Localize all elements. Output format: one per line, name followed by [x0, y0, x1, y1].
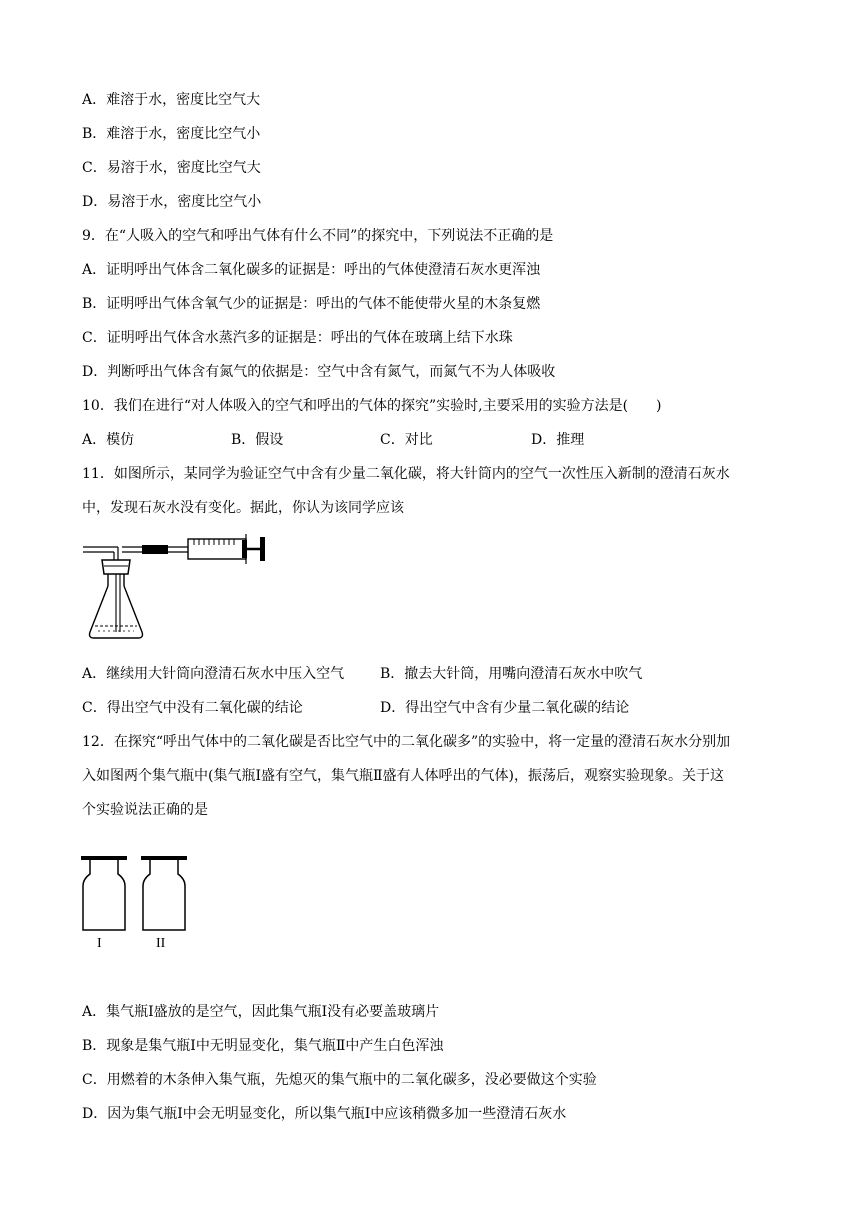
q8-option-a: A．难溶于水，密度比空气大 — [82, 92, 261, 108]
bottle-label-2: II — [156, 936, 166, 951]
syringe-flask-diagram — [80, 528, 280, 648]
q10-stem: 10．我们在进行“对人体吸入的空气和呼出的气体的探究”实验时,主要采用的实验方法是( ) — [82, 398, 662, 414]
q12-stem-line1: 12．在探究“呼出气体中的二氧化碳是否比空气中的二氧化碳多”的实验中，将一定量的澄清石灰水分别加 — [82, 734, 731, 750]
q9-option-b: B．证明呼出气体含氧气少的证据是：呼出的气体不能使带火星的木条复燃 — [82, 296, 541, 312]
q12-option-d: D．因为集气瓶Ⅰ中会无明显变化，所以集气瓶Ⅰ中应该稍微多加一些澄清石灰水 — [82, 1106, 567, 1122]
q11-option-c: C．得出空气中没有二氧化碳的结论 — [82, 700, 303, 716]
q12-option-c: C．用燃着的木条伸入集气瓶，先熄灭的集气瓶中的二氧化碳多，没必要做这个实验 — [82, 1072, 597, 1088]
q11-option-a: A．继续用大针筒向澄清石灰水中压入空气 — [82, 666, 345, 682]
q12-stem-line3: 个实验说法正确的是 — [82, 802, 208, 818]
q12-option-b: B．现象是集气瓶Ⅰ中无明显变化，集气瓶Ⅱ中产生白色浑浊 — [82, 1038, 444, 1054]
q10-option-d: D．推理 — [531, 432, 585, 448]
gas-bottles-diagram — [80, 852, 190, 934]
q12-stem-line2: 入如图两个集气瓶中(集气瓶Ⅰ盛有空气，集气瓶Ⅱ盛有人体呼出的气体)，振荡后，观察实验现象。关于这 — [82, 768, 724, 784]
q10-option-c: C．对比 — [380, 432, 433, 448]
q11-stem-line2: 中，发现石灰水没有变化。据此，你认为该同学应该 — [82, 500, 404, 516]
q12-option-a: A．集气瓶Ⅰ盛放的是空气，因此集气瓶Ⅰ没有必要盖玻璃片 — [82, 1004, 440, 1020]
q8-option-b: B．难溶于水，密度比空气小 — [82, 126, 261, 142]
q9-option-a: A．证明呼出气体含二氧化碳多的证据是：呼出的气体使澄清石灰水更浑浊 — [82, 262, 541, 278]
q9-option-d: D．判断呼出气体含有氮气的依据是：空气中含有氮气，而氮气不为人体吸收 — [82, 364, 556, 380]
q10-option-b: B．假设 — [231, 432, 284, 448]
q8-option-c: C．易溶于水，密度比空气大 — [82, 160, 261, 176]
q11-stem-line1: 11．如图所示，某同学为验证空气中含有少量二氧化碳，将大针筒内的空气一次性压入新制的澄清石灰水 — [82, 466, 730, 482]
q11-option-b: B．撤去大针筒，用嘴向澄清石灰水中吹气 — [380, 666, 643, 682]
bottle-label-1: I — [97, 936, 102, 951]
q8-option-d: D．易溶于水，密度比空气小 — [82, 194, 262, 210]
q9-option-c: C．证明呼出气体含水蒸汽多的证据是：呼出的气体在玻璃上结下水珠 — [82, 330, 513, 346]
q9-stem: 9．在“人吸入的空气和呼出气体有什么不同”的探究中，下列说法不正确的是 — [82, 228, 554, 244]
q11-option-d: D．得出空气中含有少量二氧化碳的结论 — [380, 700, 630, 716]
q10-option-a: A．模仿 — [82, 432, 135, 448]
